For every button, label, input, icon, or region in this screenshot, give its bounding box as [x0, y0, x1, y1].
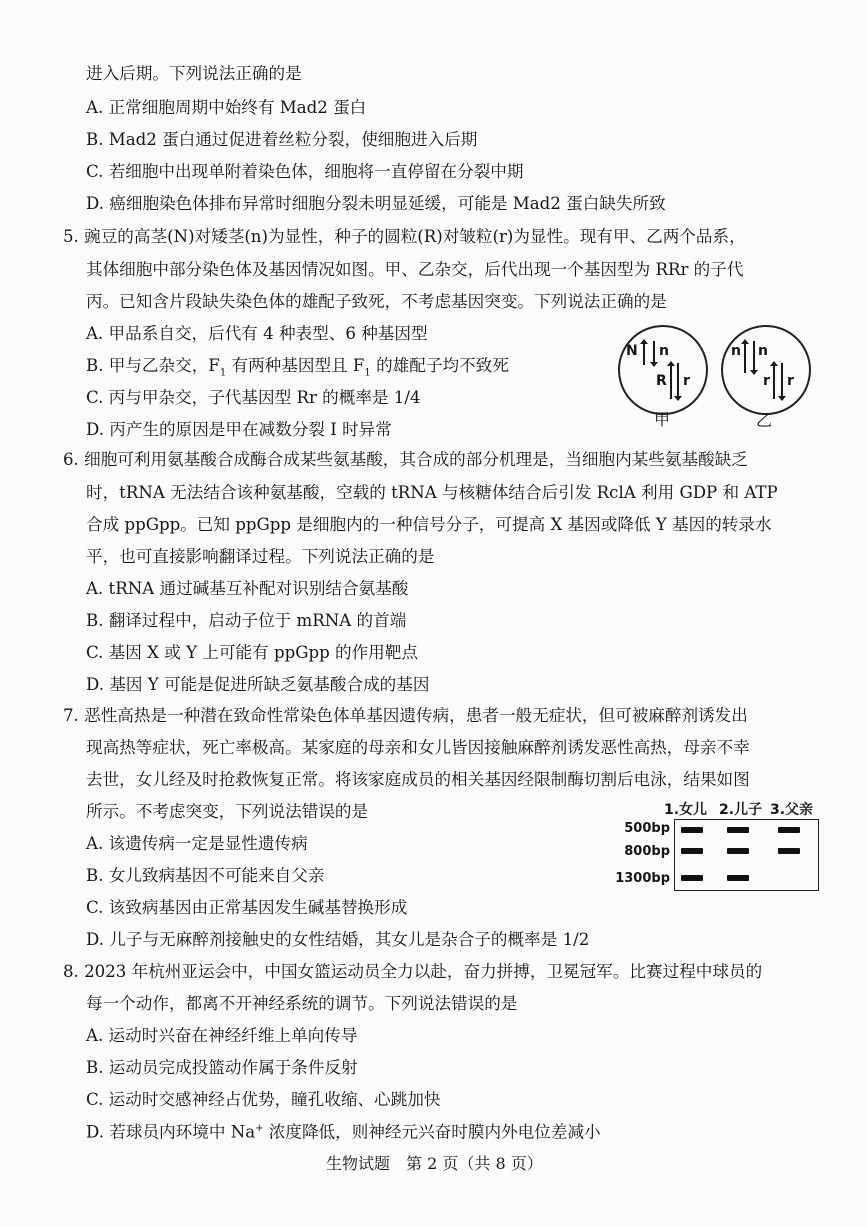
q6-option-a: A. tRNA 通过碱基互补配对识别结合氨基酸: [86, 579, 409, 598]
q7-option-b: B. 女儿致病基因不可能来自父亲: [86, 866, 325, 885]
gel-band: [727, 827, 749, 833]
q4-option-d: D. 癌细胞染色体排布异常时细胞分裂未明显延缓，可能是 Mad2 蛋白缺失所致: [86, 194, 666, 213]
chromosome: [773, 365, 775, 399]
q4-option-b: B. Mad2 蛋白通过促进着丝粒分裂，使细胞进入后期: [86, 130, 478, 149]
q4-stem-cont: 进入后期。下列说法正确的是: [86, 64, 302, 83]
gel-band: [727, 875, 749, 881]
q6-option-d: D. 基因 Y 可能是促进所缺乏氨基酸合成的基因: [86, 675, 430, 694]
q6-option-b: B. 翻译过程中，启动子位于 mRNA 的首端: [86, 611, 407, 630]
chromosome: [643, 343, 645, 365]
q6-option-c: C. 基因 X 或 Y 上可能有 ppGpp 的作用靶点: [86, 643, 418, 662]
cell-yi: [721, 325, 811, 415]
gel-band: [681, 848, 703, 854]
lane-label: 3.父亲: [770, 802, 814, 818]
q7-stem-line4: 所示。不考虑突变，下列说法错误的是: [86, 802, 369, 821]
q6-stem-line3: 合成 ppGpp。已知 ppGpp 是细胞内的一种信号分子，可提高 X 基因或降低 Y 基因的转录水: [86, 515, 772, 534]
q5-option-d: D. 丙产生的原因是甲在减数分裂 Ⅰ 时异常: [86, 420, 392, 439]
gel-box: [674, 819, 819, 891]
size-label: 500bp: [624, 821, 670, 836]
chromosome: [670, 365, 672, 399]
page-footer: 生物试题 第 2 页（共 8 页）: [326, 1154, 543, 1173]
q8-option-d: D. 若球员内环境中 Na+ 浓度降低，则神经元兴奋时膜内外电位差减小: [86, 1122, 601, 1142]
cell-yi-caption: 乙: [756, 411, 773, 430]
gel-band: [681, 875, 703, 881]
q4-option-c: C. 若细胞中出现单附着染色体，细胞将一直停留在分裂中期: [86, 162, 524, 181]
gene-label: n: [731, 343, 741, 359]
q5-option-c: C. 丙与甲杂交，子代基因型 Rr 的概率是 1/4: [86, 388, 421, 407]
q8-option-c: C. 运动时交感神经占优势，瞳孔收缩、心跳加快: [86, 1090, 441, 1109]
q5-stem-line1: 5. 豌豆的高茎(N)对矮茎(n)为显性，种子的圆粒(R)对皱粒(r)为显性。现有甲、乙两个品系，: [63, 227, 746, 246]
q6-stem-line2: 时，tRNA 无法结合该种氨基酸，空载的 tRNA 与核糖体结合后引发 RclA 利用 GDP 和 ATP: [86, 483, 778, 502]
q6-stem-line4: 平，也可直接影响翻译过程。下列说法正确的是: [86, 547, 435, 566]
size-label: 1300bp: [615, 871, 670, 886]
q5-option-a: A. 甲品系自交，后代有 4 种表型、6 种基因型: [86, 324, 428, 343]
q6-stem-line1: 6. 细胞可利用氨基酸合成酶合成某些氨基酸，其合成的部分机理是，当细胞内某些氨基酸缺乏: [63, 450, 748, 469]
gene-label: n: [758, 343, 768, 359]
q7-stem-line2: 现高热等症状，死亡率极高。某家庭的母亲和女儿皆因接触麻醉剂诱发恶性高热，母亲不幸: [86, 738, 750, 757]
q8-option-b: B. 运动员完成投篮动作属于条件反射: [86, 1058, 358, 1077]
lane-label: 1.女儿: [664, 802, 708, 818]
q5-stem-line2: 其体细胞中部分染色体及基因情况如图。甲、乙杂交，后代出现一个基因型为 RRr 的子代: [86, 260, 744, 279]
cell-jia: [618, 325, 708, 415]
gene-label: r: [787, 373, 794, 389]
q5-option-b: B. 甲与乙杂交，$F_1$ 有两种基因型且 $F_1$ 的雄配子均不致死: [86, 356, 509, 379]
gel-band: [778, 827, 800, 833]
q5-stem-line3: 丙。已知含片段缺失染色体的雄配子致死，不考虑基因突变。下列说法正确的是: [86, 292, 667, 311]
q7-option-a: A. 该遗传病一定是显性遗传病: [86, 834, 308, 853]
gel-band: [778, 848, 800, 854]
chromosome: [753, 341, 755, 371]
gene-label: n: [659, 343, 669, 359]
size-label: 800bp: [624, 844, 670, 859]
q8-stem-line2: 每一个动作，都离不开神经系统的调节。下列说法错误的是: [86, 994, 518, 1013]
chromosome: [653, 341, 655, 363]
gene-label: R: [656, 373, 667, 389]
gel-band: [727, 848, 749, 854]
q7-option-c: C. 该致病基因由正常基因发生碱基替换形成: [86, 898, 408, 917]
q8-stem-line1: 8. 2023 年杭州亚运会中，中国女篮运动员全力以赴，奋力拼搏，卫冕冠军。比赛过程中球员的: [63, 962, 763, 981]
cell-jia-caption: 甲: [654, 410, 671, 429]
q7-stem-line1: 7. 恶性高热是一种潜在致命性常染色体单基因遗传病，患者一般无症状，但可被麻醉剂诱发出: [63, 706, 748, 725]
gene-label: N: [626, 343, 638, 359]
lane-label: 2.儿子: [719, 802, 763, 818]
gene-label: r: [683, 373, 690, 389]
chromosome: [744, 343, 746, 373]
q8-option-a: A. 运动时兴奋在神经纤维上单向传导: [86, 1026, 358, 1045]
chromosome: [677, 363, 679, 397]
chromosome: [781, 363, 783, 397]
q7-option-d: D. 儿子与无麻醉剂接触史的女性结婚，其女儿是杂合子的概率是 1/2: [86, 930, 590, 949]
q4-option-a: A. 正常细胞周期中始终有 Mad2 蛋白: [86, 98, 367, 117]
gene-label: r: [763, 373, 770, 389]
gel-band: [681, 827, 703, 833]
q7-stem-line3: 去世，女儿经及时抢救恢复正常。将该家庭成员的相关基因经限制酶切割后电泳，结果如图: [86, 770, 750, 789]
